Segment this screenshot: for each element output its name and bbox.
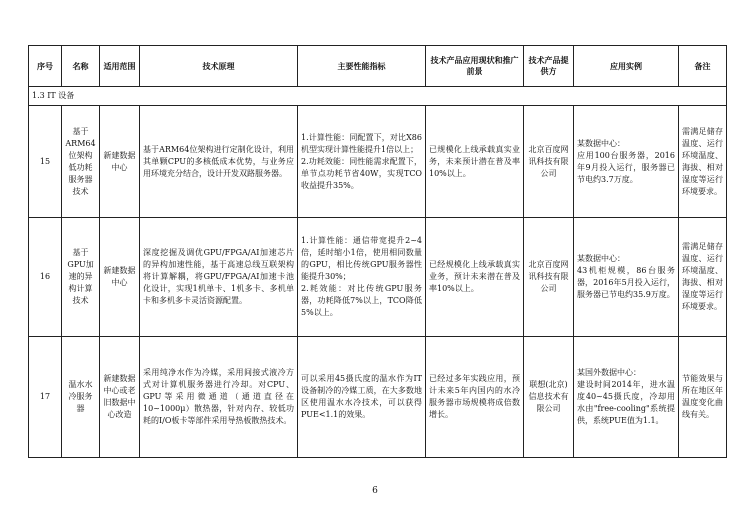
section-row xyxy=(29,87,727,106)
header-cell-scope: 适用范围 xyxy=(100,46,140,87)
tech-principle: 深度挖掘及调优GPU/FPGA/AI加速芯片的异构加速性能，基于高速总线互联架构将计算解耦，将GPU/FPGA/AI加速卡池化设计，实现1机单卡、1机多卡、多机单卡和多机多卡灵活资源配置。 xyxy=(140,218,298,337)
tech-scope: 新建数据中心 xyxy=(100,218,140,337)
section-title: 1.3 IT 设备 xyxy=(29,87,727,106)
tech-status: 已经过多年实践应用，预计未来5年内国内的水冷服务器市场规模将成倍数增长。 xyxy=(426,337,524,458)
row-number: 15 xyxy=(29,106,62,218)
tech-principle: 基于ARM64位架构进行定制化设计，利用其单颗CPU的多核低成本优势，与业务应用环境充分结合，设计开发双路服务器。 xyxy=(140,106,298,218)
header-cell-status: 技术产品应用现状和推广前景 xyxy=(426,46,524,87)
tech-scope: 新建数据中心或老旧数据中心改造 xyxy=(100,337,140,458)
tech-scope: 新建数据中心 xyxy=(100,106,140,218)
tech-status: 已规模化上线承载真实业务，未来预计潜在普及率10%以上。 xyxy=(426,106,524,218)
header-cell-performance: 主要性能指标 xyxy=(298,46,426,87)
header-cell-no: 序号 xyxy=(29,46,62,87)
tech-provider: 联想(北京)信息技术有限公司 xyxy=(524,337,574,458)
tech-performance: 1.计算性能：通信带宽提升2~4倍，延时缩小1倍，使用相同数量的GPU，相比传统GPU服务器性能提升30%； 2.耗效能：对比传统GPU服务器，功耗降低7%以上，TCO降低5%以上。 xyxy=(298,218,426,337)
tech-name: 基于ARM64位架构低功耗服务器技术 xyxy=(62,106,100,218)
tech-performance: 1.计算性能：同配置下，对比X86机型实现计算性能提升1倍以上； 2.功耗效能：同性能需求配置下，单节点功耗节省40W，实现TCO收益提升35%。 xyxy=(298,106,426,218)
table-row xyxy=(29,337,727,458)
tech-provider: 北京百度网讯科技有限公司 xyxy=(524,218,574,337)
tech-example: 某国外数据中心： 建设时间2014年，进水温度40~45摄氏度，冷却用水由"free-cooling"系统提供，系统PUE值为1.1。 xyxy=(574,337,679,458)
tech-remark: 需满足储存温度、运行环境温度、海拔、相对湿度等运行环境要求。 xyxy=(679,106,727,218)
table-row xyxy=(29,106,727,218)
header-cell-name: 名称 xyxy=(62,46,100,87)
row-number: 16 xyxy=(29,218,62,337)
row-number: 17 xyxy=(29,337,62,458)
tech-example: 某数据中心： 43机柜规模，86台服务器，2016年5月投入运行，服务器已节电约35.9万度。 xyxy=(574,218,679,337)
tech-principle: 采用纯净水作为冷媒，采用间接式液冷方式对计算机服务器进行冷却。对CPU、GPU等采用微通道（通道直径在10~1000μ）散热器，针对内存、较低功耗的I/O板卡等部件采用导热板散热技术。 xyxy=(140,337,298,458)
tech-name: 基于GPU加速的异构计算技术 xyxy=(62,218,100,337)
header-row xyxy=(29,46,727,87)
tech-remark: 需满足储存温度、运行环境温度、海拔、相对湿度等运行环境要求。 xyxy=(679,218,727,337)
tech-performance: 可以采用45摄氏度的温水作为IT设备制冷的冷媒工质，在大多数地区使用温水水冷技术，可以获得PUE<1.1的效果。 xyxy=(298,337,426,458)
header-cell-example: 应用实例 xyxy=(574,46,679,87)
table-row xyxy=(29,218,727,337)
header-cell-remark: 备注 xyxy=(679,46,727,87)
header-cell-principle: 技术原理 xyxy=(140,46,298,87)
tech-provider: 北京百度网讯科技有限公司 xyxy=(524,106,574,218)
tech-remark: 节能效果与所在地区年温度变化曲线有关。 xyxy=(679,337,727,458)
tech-status: 已经规模化上线承载真实业务，预计未来潜在普及率10%以上。 xyxy=(426,218,524,337)
tech-example: 某数据中心： 应用100台服务器，2016年9月投入运行，服务器已节电约3.7万度。 xyxy=(574,106,679,218)
page-number: 6 xyxy=(372,486,378,496)
header-cell-provider: 技术产品提供方 xyxy=(524,46,574,87)
tech-name: 温水水冷服务器 xyxy=(62,337,100,458)
technology-table xyxy=(28,45,727,458)
